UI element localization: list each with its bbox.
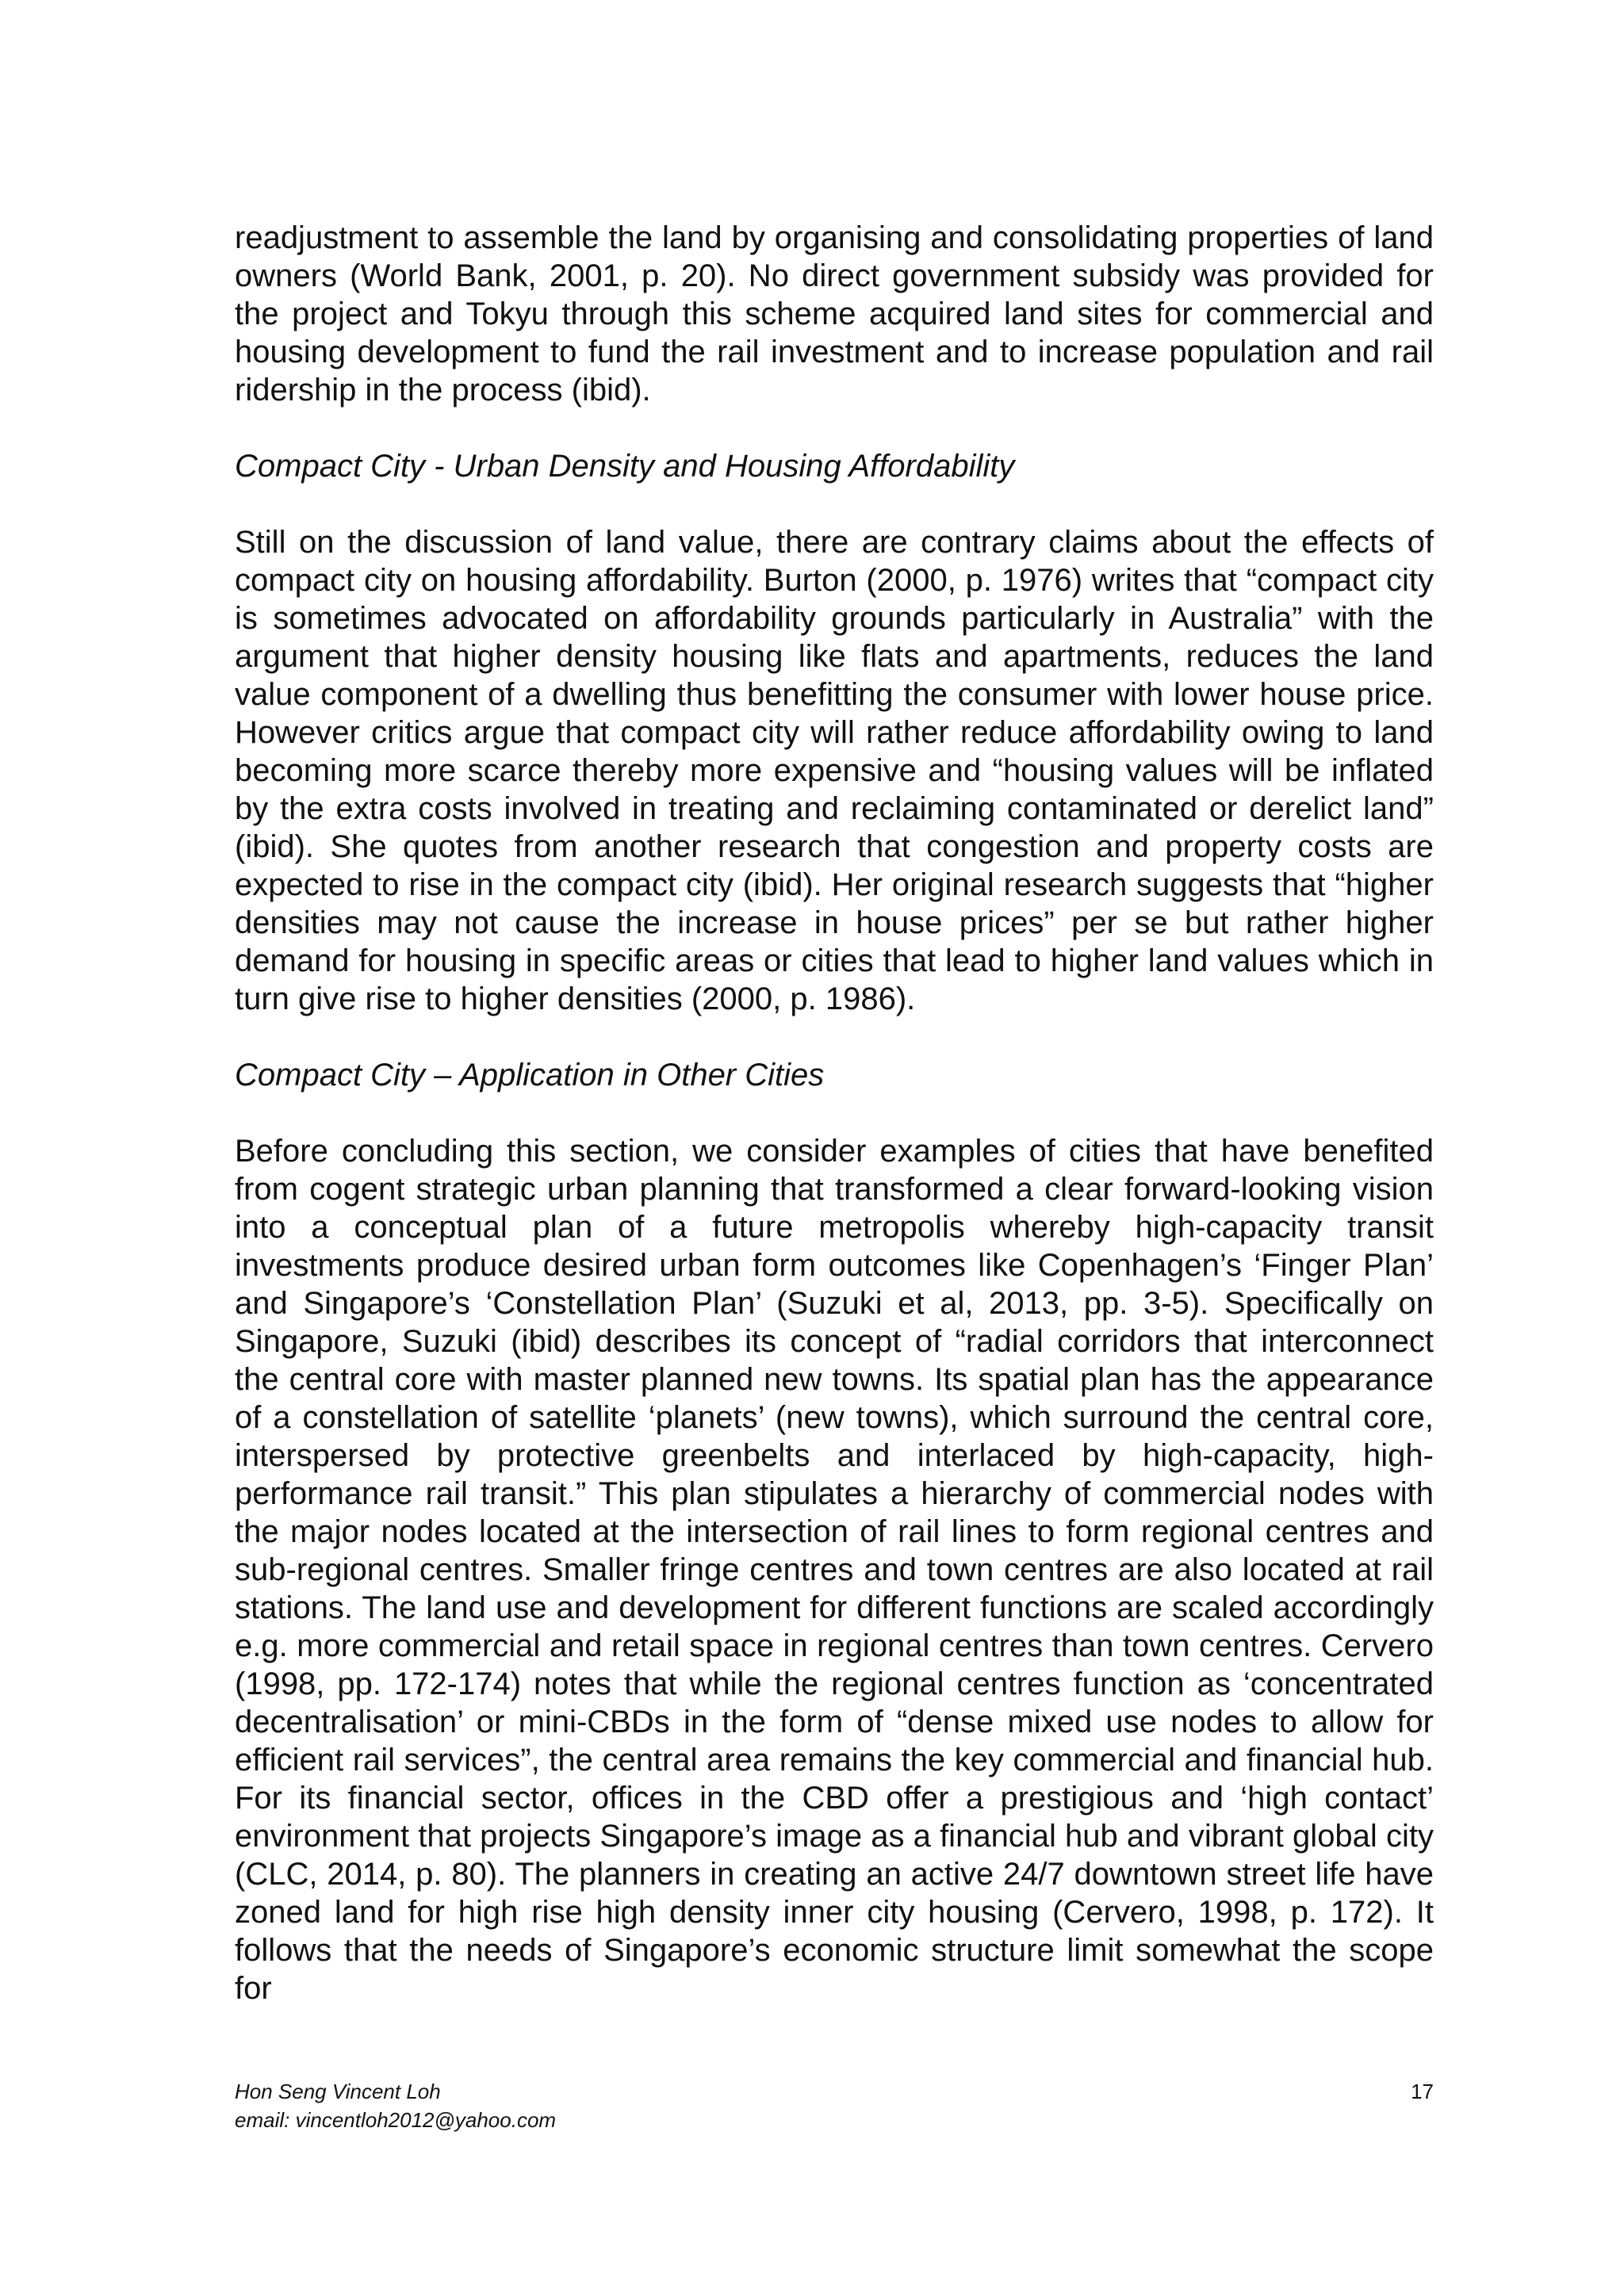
footer-email: email: vincentloh2012@yahoo.com — [235, 2108, 557, 2132]
page-footer — [235, 2077, 1434, 2134]
paragraph-housing-affordability: Still on the discussion of land value, there are contrary claims about the effects of compact city on housing affordability. Burton (2000, p. 1976) writes that “compact city is sometimes advocated on affordability grounds particularly in Australia” with the argument that higher density housing like flats and apartments, reduces the land value component of a dwelling thus benefitting the consumer with lower house price. However critics argue that compact city will rather reduce affordability owing to land becoming more scarce thereby more expensive and “housing values will be inflated by the extra costs involved in treating and reclaiming contaminated or derelict land” (ibid). She quotes from another research that congestion and property costs are expected to rise in the compact city (ibid). Her original research suggests that “higher densities may not cause the increase in house prices” per se but rather higher demand for housing in specific areas or cities that lead to higher land values which in turn give rise to higher densities (2000, p. 1986). — [235, 525, 1434, 1016]
footer-author: Hon Seng Vincent Loh — [235, 2080, 441, 2103]
page-body — [235, 219, 1434, 2007]
page-number: 17 — [1411, 2080, 1434, 2103]
paragraph-land-readjustment: readjustment to assemble the land by organising and consolidating properties of land owners (World Bank, 2001, p. 20). No direct government subsidy was provided for the project and Tokyu through this scheme acquired land sites for commercial and housing development to fund the rail investment and to increase population and rail ridership in the process (ibid). — [235, 220, 1434, 408]
section-heading-urban-density: Compact City - Urban Density and Housing Affordability — [235, 449, 1015, 484]
paragraph-singapore-constellation: Before concluding this section, we consider examples of cities that have benefited from cogent strategic urban planning that transformed a clear forward-looking vision into a conceptual plan of a future metropolis whereby high-capacity transit investments produce desired urban form outcomes like Copenhagen’s ‘Finger Plan’ and Singapore’s ‘Constellation Plan’ (Suzuki et al, 2013, pp. 3-5). Specifically on Singapore, Suzuki (ibid) describes its concept of “radial corridors that interconnect the central core with master planned new towns. Its spatial plan has the appearance of a constellation of satellite ‘planets’ (new towns), which surround the central core, interspersed by protective greenbelts and interlaced by high-capacity, high-performance rail transit.” This plan stipulates a hierarchy of commercial nodes with the major nodes located at the intersection of rail lines to form regional centres and sub-regional centres. Smaller fringe centres and town centres are also located at rail stations. The land use and development for different functions are scaled accordingly e.g. more commercial and retail space in regional centres than town centres. Cervero (1998, pp. 172-174) notes that while the regional centres function as ‘concentrated decentralisation’ or mini-CBDs in the form of “dense mixed use nodes to allow for efficient rail services”, the central area remains the key commercial and financial hub. For its financial sector, offices in the CBD offer a prestigious and ‘high contact’ environment that projects Singapore’s image as a financial hub and vibrant global city (CLC, 2014, p. 80). The planners in creating an active 24/7 downtown street life have zoned land for high rise high density inner city housing (Cervero, 1998, p. 172). It follows that the needs of Singapore’s economic structure limit somewhat the scope for — [235, 1134, 1434, 2006]
section-heading-other-cities: Compact City – Application in Other Cities — [235, 1058, 825, 1093]
